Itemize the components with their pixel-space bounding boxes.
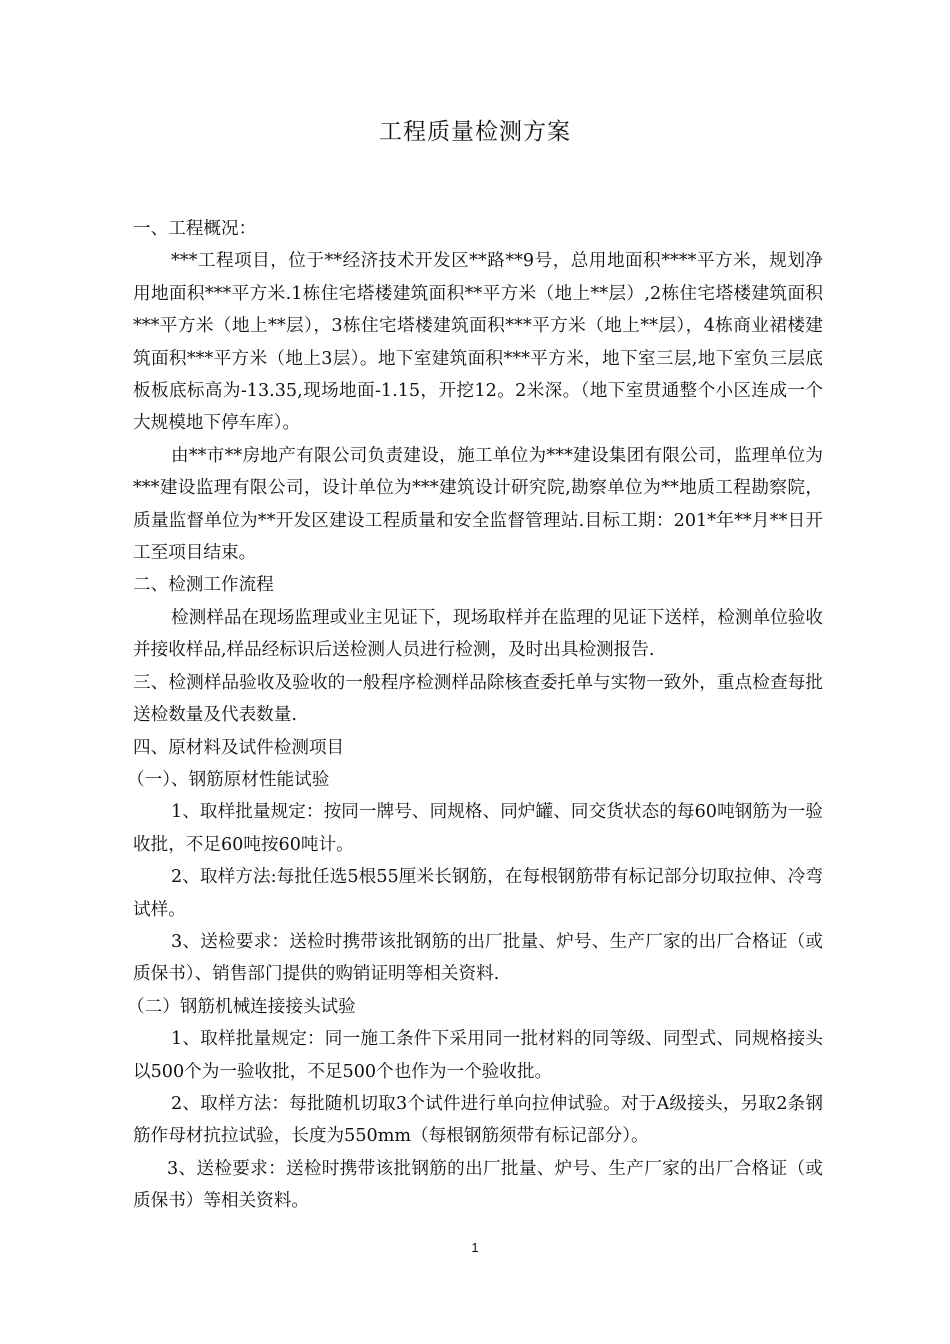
subsection-heading-mechanical-joint: （二）钢筋机械连接接头试验	[127, 996, 356, 1017]
paragraph-project-parties: 由**市**房地产有限公司负责建设，施工单位为***建设集团有限公司，监理单位为***建设监理有限公司，设计单位为***建筑设计研究院,勘察单位为**地质工程勘察院，质量监督单位为**开发区建设工程质量和安全监督管理站.目标工期：201*年**月**日开工至项目结束。	[133, 445, 823, 564]
paragraph-rebar-submission: 3、送检要求：送检时携带该批钢筋的出厂批量、炉号、生产厂家的出厂合格证（或质保书）、销售部门提供的购销证明等相关资料.	[133, 931, 823, 985]
paragraph-sample-acceptance: 三、检测样品验收及验收的一般程序检测样品除核查委托单与实物一致外，重点检查每批送检数量及代表数量.	[133, 672, 823, 726]
paragraph-joint-sampling: 2、取样方法：每批随机切取3个试件进行单向拉伸试验。对于A级接头，另取2条钢筋作母材抗拉试验，长度为550mm（每根钢筋须带有标记部分）。	[133, 1093, 823, 1147]
paragraph-workflow: 检测样品在现场监理或业主见证下，现场取样并在监理的见证下送样，检测单位验收并接收样品,样品经标识后送检测人员进行检测，及时出具检测报告.	[133, 607, 823, 661]
page-number: 1	[471, 1240, 479, 1255]
paragraph-joint-submission: 3、送检要求：送检时携带该批钢筋的出厂批量、炉号、生产厂家的出厂合格证（或质保书）等相关资料。	[133, 1158, 823, 1212]
section-heading-workflow: 二、检测工作流程	[133, 575, 274, 596]
subsection-heading-rebar: （一）、钢筋原材性能试验	[127, 769, 330, 790]
paragraph-rebar-batch: 1、取样批量规定：按同一牌号、同规格、同炉罐、同交货状态的每60吨钢筋为一验收批，不足60吨按60吨计。	[133, 802, 823, 855]
document-title: 工程质量检测方案	[379, 119, 571, 145]
section-heading-test-items: 四、原材料及试件检测项目	[133, 737, 345, 758]
paragraph-joint-batch: 1、取样批量规定：同一施工条件下采用同一批材料的同等级、同型式、同规格接头以500个为一验收批，不足500个也作为一个验收批。	[133, 1029, 823, 1082]
paragraph-project-overview: ***工程项目，位于**经济技术开发区**路**9号，总用地面积****平方米，规划净用地面积***平方米.1栋住宅塔楼建筑面积**平方米（地上**层）,2栋住宅塔楼建筑面积***平方米（地上**层），3栋住宅塔楼建筑面积***平方米（地上**层），4栋商业裙楼建筑面积***平方米（地上3层）。地下室建筑面积***平方米，地下室三层,地下室负三层底板板底标高为-13.35,现场地面-1.15，开挖12。2米深。（地下室贯通整个小区连成一个大规模地下停车库）。	[133, 251, 823, 434]
document-body	[127, 213, 823, 1218]
section-heading-overview: 一、工程概况：	[133, 219, 257, 239]
paragraph-rebar-sampling: 2、取样方法:每批任选5根55厘米长钢筋，在每根钢筋带有标记部分切取拉伸、冷弯试样。	[133, 867, 823, 920]
